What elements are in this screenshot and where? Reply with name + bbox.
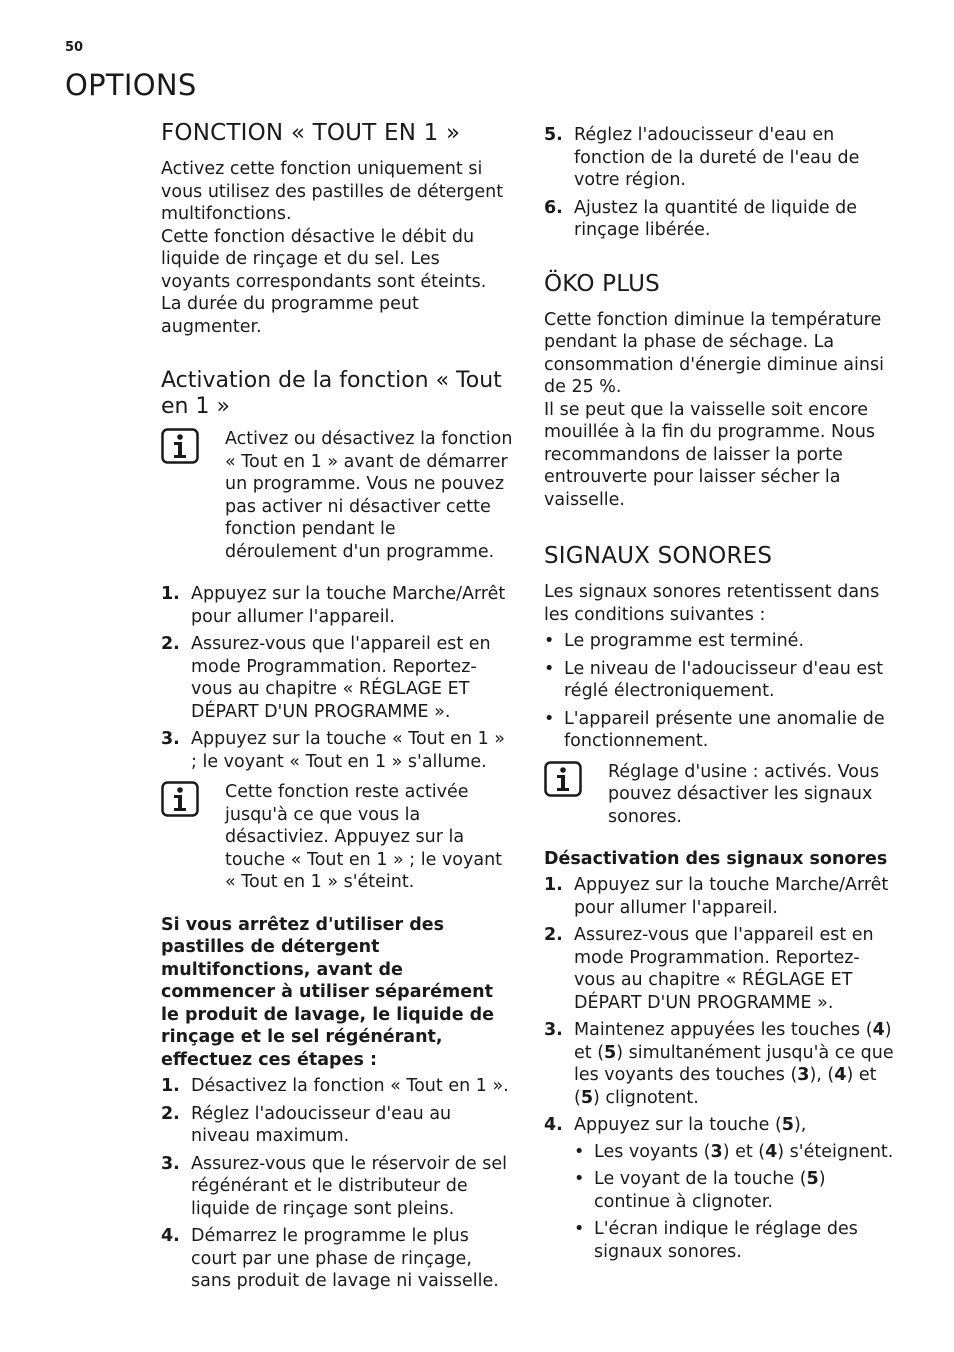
activation-steps — [161, 583, 513, 773]
list-item: 5. Réglez l'adoucisseur d'eau en fonction de la dureté de l'eau de votre région. — [544, 125, 860, 190]
list-item: 3. Maintenez appuyées les touches (4) et (5) simultanément jusqu'à ce que les voyants des touches (3), (4) et (5) clignotent. — [544, 1020, 894, 1108]
conditions-list — [544, 630, 896, 753]
list-item: • Le programme est terminé. — [544, 631, 805, 651]
info-note — [161, 428, 513, 563]
stop-steps-continued — [544, 124, 896, 242]
section-title-oko-plus: ÖKO PLUS — [544, 270, 660, 297]
info-note-text: Cette fonction reste activée jusqu'à ce que vous la désactiviez. Appuyez sur la touche « Tout en 1 » ; le voyant « Tout en 1 » s'éteint. — [225, 782, 503, 892]
list-item: 4. Appuyez sur la touche (5), — [544, 1115, 807, 1135]
list-item: 2. Réglez l'adoucisseur d'eau au niveau maximum. — [161, 1103, 452, 1146]
list-item: 1. Appuyez sur la touche Marche/Arrêt pour allumer l'appareil. — [544, 875, 889, 918]
list-item: 2. Assurez-vous que l'appareil est en mode Programmation. Reportez-vous au chapitre « RÉGLAGE ET DÉPART D'UN PROGRAMME ». — [544, 925, 874, 1013]
list-item: 1. Appuyez sur la touche Marche/Arrêt pour allumer l'appareil. — [161, 584, 506, 627]
list-item: • L'appareil présente une anomalie de fonctionnement. — [544, 708, 885, 751]
section-title-signaux-sonores: SIGNAUX SONORES — [544, 543, 773, 569]
list-item: • Le niveau de l'adoucisseur d'eau est réglé électroniquement. — [544, 658, 884, 701]
list-item: 1. Désactivez la fonction « Tout en 1 ». — [161, 1076, 509, 1096]
right-column — [544, 118, 896, 1268]
page-number: 50 — [65, 40, 84, 55]
list-item: 6. Ajustez la quantité de liquide de rinçage libérée. — [544, 197, 858, 240]
info-icon — [161, 781, 199, 817]
info-note — [544, 761, 896, 829]
paragraph: Il se peut que la vaisselle soit encore mouillée à la fin du programme. Nous recommandons de laisser la porte entrouverte pour laisser sécher la vaisselle. — [544, 399, 876, 510]
stop-steps — [161, 1075, 513, 1293]
info-note-text: Réglage d'usine : activés. Vous pouvez désactiver les signaux sonores. — [608, 761, 880, 827]
paragraph: Activez cette fonction uniquement si vous utilisez des pastilles de détergent multifonctions. — [161, 159, 504, 224]
list-item: 2. Assurez-vous que l'appareil est en mode Programmation. Reportez-vous au chapitre « RÉGLAGE ET DÉPART D'UN PROGRAMME ». — [161, 634, 491, 722]
paragraph: Cette fonction diminue la température pendant la phase de séchage. La consommation d'énergie diminue ainsi de 25 %. — [544, 309, 884, 397]
subsection-title-activation: Activation de la fonction « Tout en 1 » — [161, 368, 502, 419]
list-item: 4. Démarrez le programme le plus court par une phase de rinçage, sans produit de lavage ni vaisselle. — [161, 1226, 499, 1291]
subhead-deactivation: Désactivation des signaux sonores — [544, 849, 888, 869]
chapter-title: OPTIONS — [65, 68, 197, 102]
list-item: • Le voyant de la touche (5) continue à clignoter. — [574, 1169, 826, 1212]
step4-sub-bullets — [574, 1141, 896, 1264]
list-item: 3. Assurez-vous que le réservoir de sel régénérant et le distributeur de liquide de rinçage sont pleins. — [161, 1153, 507, 1219]
info-icon — [544, 761, 582, 797]
left-column — [161, 118, 513, 1298]
info-note — [161, 781, 513, 894]
list-item: • L'écran indique le réglage des signaux sonores. — [574, 1219, 858, 1262]
info-icon — [161, 428, 199, 464]
list-item: • Les voyants (3) et (4) s'éteignent. — [574, 1141, 894, 1162]
info-note-text: Activez ou désactivez la fonction « Tout en 1 » avant de démarrer un programme. Vous ne pouvez pas activer ni désactiver cette fonction pendant le déroulement d'un programme. — [225, 429, 513, 562]
paragraph: La durée du programme peut augmenter. — [161, 294, 419, 337]
paragraph: Les signaux sonores retentissent dans les conditions suivantes : — [544, 582, 880, 625]
warning-paragraph: Si vous arrêtez d'utiliser des pastilles de détergent multifonctions, avant de commencer à utiliser séparément le produit de lavage, le liquide de rinçage et le sel régénérant, effectuez ces étapes : — [161, 914, 495, 1070]
paragraph: Cette fonction désactive le débit du liquide de rinçage et du sel. Les voyants correspondants sont éteints. — [161, 226, 487, 292]
section-title-tout-en-1: FONCTION « TOUT EN 1 » — [161, 120, 461, 146]
deactivation-steps — [544, 874, 896, 1137]
list-item: 3. Appuyez sur la touche « Tout en 1 » ; le voyant « Tout en 1 » s'allume. — [161, 729, 506, 772]
